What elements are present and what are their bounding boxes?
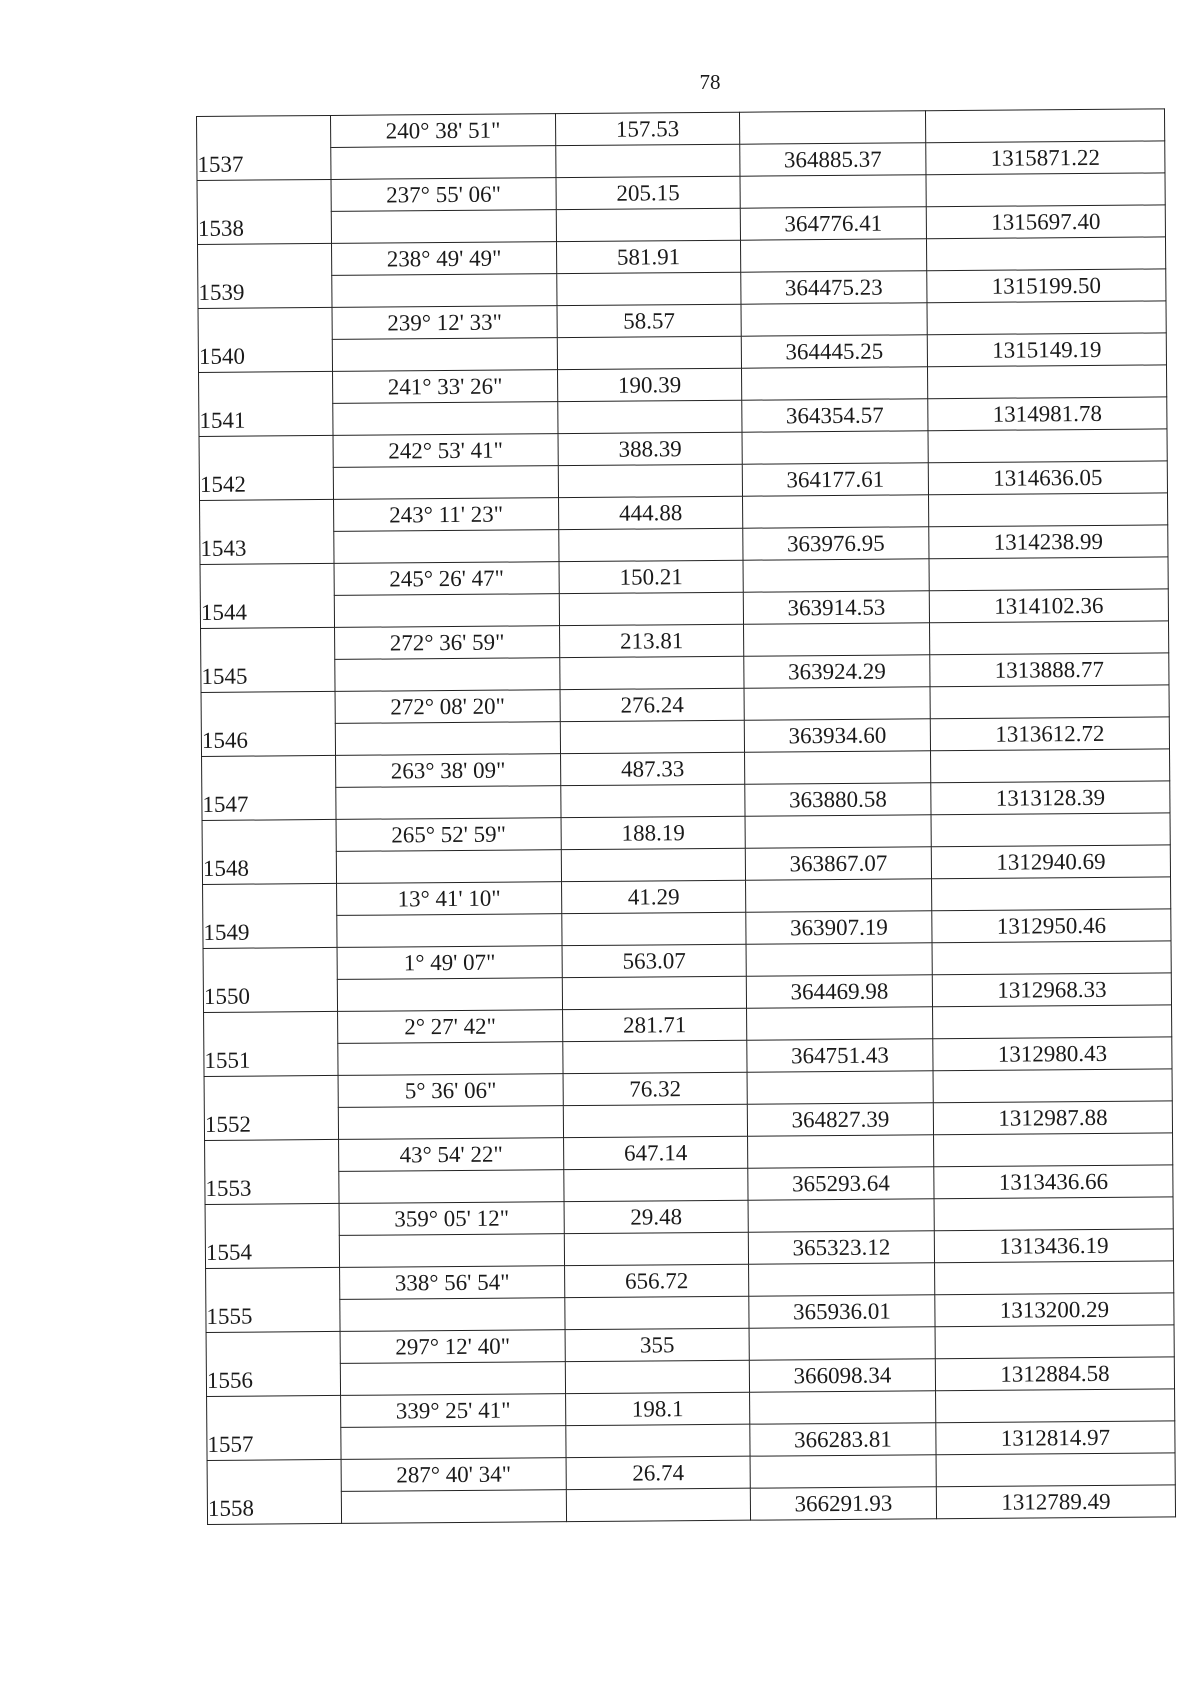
blank-cell: [746, 943, 932, 976]
blank-cell: [338, 1106, 563, 1140]
blank-cell: [338, 1042, 563, 1076]
blank-cell: [929, 557, 1168, 591]
distance-value: 150.21: [559, 560, 743, 593]
blank-cell: [745, 815, 931, 848]
bearing-value: 339° 25' 41": [341, 1394, 566, 1428]
bearing-value: 238° 49' 49": [332, 242, 557, 276]
blank-cell: [743, 495, 929, 528]
bearing-value: 2° 27' 42": [338, 1010, 563, 1044]
blank-cell: [341, 1426, 566, 1460]
blank-cell: [556, 208, 740, 241]
bearing-value: 43° 54' 22": [339, 1138, 564, 1172]
easting-value: 1312980.43: [933, 1037, 1172, 1071]
blank-cell: [565, 1296, 749, 1329]
blank-cell: [333, 466, 558, 500]
blank-cell: [740, 175, 926, 208]
blank-cell: [749, 1263, 935, 1296]
blank-cell: [336, 850, 561, 884]
blank-cell: [334, 530, 559, 564]
station-id: 1550: [203, 947, 337, 1012]
blank-cell: [925, 109, 1164, 143]
bearing-value: 338° 56' 54": [340, 1266, 565, 1300]
blank-cell: [933, 1069, 1172, 1103]
blank-cell: [332, 274, 557, 308]
bearing-value: 239° 12' 33": [332, 306, 557, 340]
bearing-value: 5° 36' 06": [338, 1074, 563, 1108]
distance-value: 355: [565, 1328, 749, 1361]
easting-value: 1312814.97: [936, 1421, 1175, 1455]
station-id: 1557: [207, 1395, 341, 1460]
blank-cell: [331, 210, 556, 244]
blank-cell: [933, 1005, 1172, 1039]
station-id: 1545: [201, 627, 335, 692]
easting-value: 1314238.99: [929, 525, 1168, 559]
station-id: 1554: [205, 1203, 339, 1268]
blank-cell: [557, 272, 741, 305]
northing-value: 363934.60: [744, 719, 930, 752]
bearing-value: 265° 52' 59": [336, 818, 561, 852]
easting-value: 1312950.46: [932, 909, 1171, 943]
blank-cell: [339, 1170, 564, 1204]
bearing-value: 297° 12' 40": [340, 1330, 565, 1364]
blank-cell: [558, 400, 742, 433]
blank-cell: [936, 1453, 1175, 1487]
station-id: 1538: [197, 179, 331, 244]
blank-cell: [335, 722, 560, 756]
page-number: 78: [699, 70, 721, 94]
distance-value: 487.33: [561, 752, 745, 785]
bearing-value: 263° 38' 09": [336, 754, 561, 788]
blank-cell: [559, 592, 743, 625]
blank-cell: [566, 1488, 750, 1521]
easting-value: 1315199.50: [927, 269, 1166, 303]
survey-table-body: [197, 109, 1176, 1525]
distance-value: 647.14: [564, 1136, 748, 1169]
blank-cell: [746, 879, 932, 912]
blank-cell: [566, 1424, 750, 1457]
northing-value: 363976.95: [743, 527, 929, 560]
blank-cell: [560, 720, 744, 753]
blank-cell: [340, 1298, 565, 1332]
station-id: 1553: [205, 1139, 339, 1204]
distance-value: 388.39: [558, 432, 742, 465]
northing-value: 363880.58: [745, 783, 931, 816]
easting-value: 1313200.29: [935, 1293, 1174, 1327]
distance-value: 41.29: [562, 880, 746, 913]
blank-cell: [930, 685, 1169, 719]
station-id: 1556: [206, 1331, 340, 1396]
station-id: 1548: [202, 819, 336, 884]
blank-cell: [741, 367, 927, 400]
northing-value: 365293.64: [748, 1167, 934, 1200]
blank-cell: [561, 784, 745, 817]
blank-cell: [561, 848, 745, 881]
station-row: [207, 1485, 1175, 1525]
northing-value: 366291.93: [750, 1487, 936, 1520]
station-id: 1542: [199, 435, 333, 500]
distance-value: 190.39: [558, 368, 742, 401]
blank-cell: [748, 1135, 934, 1168]
survey-coordinates-table: [196, 108, 1176, 1525]
northing-value: 364475.23: [741, 271, 927, 304]
blank-cell: [927, 365, 1166, 399]
bearing-value: 245° 26' 47": [334, 562, 559, 596]
blank-cell: [750, 1391, 936, 1424]
bearing-value: 241° 33' 26": [333, 370, 558, 404]
easting-value: 1312940.69: [931, 845, 1170, 879]
blank-cell: [747, 1071, 933, 1104]
blank-cell: [562, 976, 746, 1009]
bearing-value: 242° 53' 41": [333, 434, 558, 468]
blank-cell: [935, 1325, 1174, 1359]
blank-cell: [331, 146, 556, 180]
blank-cell: [556, 144, 740, 177]
distance-value: 276.24: [560, 688, 744, 721]
northing-value: 364776.41: [740, 207, 926, 240]
blank-cell: [341, 1490, 566, 1524]
easting-value: 1314636.05: [928, 461, 1167, 495]
northing-value: 363867.07: [745, 847, 931, 880]
blank-cell: [336, 786, 561, 820]
distance-value: 157.53: [555, 112, 739, 145]
northing-value: 364469.98: [746, 975, 932, 1008]
blank-cell: [926, 237, 1165, 271]
blank-cell: [932, 877, 1171, 911]
station-id: 1539: [198, 243, 332, 308]
station-id: 1555: [206, 1267, 340, 1332]
blank-cell: [559, 528, 743, 561]
easting-value: 1312987.88: [933, 1101, 1172, 1135]
survey-table-container: [196, 108, 1175, 1525]
station-id: 1549: [203, 883, 337, 948]
blank-cell: [339, 1234, 564, 1268]
station-id: 1551: [204, 1011, 338, 1076]
blank-cell: [562, 912, 746, 945]
blank-cell: [928, 429, 1167, 463]
blank-cell: [740, 239, 926, 272]
blank-cell: [931, 749, 1170, 783]
northing-value: 364885.37: [740, 143, 926, 176]
blank-cell: [333, 402, 558, 436]
distance-value: 656.72: [565, 1264, 749, 1297]
bearing-value: 287° 40' 34": [341, 1458, 566, 1492]
blank-cell: [927, 301, 1166, 335]
station-id: 1537: [197, 115, 331, 180]
blank-cell: [750, 1455, 936, 1488]
blank-cell: [335, 658, 560, 692]
bearing-value: 1° 49' 07": [337, 946, 562, 980]
station-id: 1547: [202, 755, 336, 820]
bearing-value: 272° 08' 20": [335, 690, 560, 724]
distance-value: 76.32: [563, 1072, 747, 1105]
easting-value: 1314981.78: [928, 397, 1167, 431]
distance-value: 26.74: [566, 1456, 750, 1489]
blank-cell: [744, 623, 930, 656]
blank-cell: [334, 594, 559, 628]
bearing-value: 13° 41' 10": [337, 882, 562, 916]
northing-value: 364827.39: [747, 1103, 933, 1136]
easting-value: 1314102.36: [929, 589, 1168, 623]
blank-cell: [739, 111, 925, 144]
easting-value: 1313128.39: [931, 781, 1170, 815]
blank-cell: [340, 1362, 565, 1396]
northing-value: 366283.81: [750, 1423, 936, 1456]
distance-value: 563.07: [562, 944, 746, 977]
blank-cell: [934, 1197, 1173, 1231]
blank-cell: [930, 621, 1169, 655]
blank-cell: [557, 336, 741, 369]
blank-cell: [741, 303, 927, 336]
northing-value: 363914.53: [743, 591, 929, 624]
blank-cell: [742, 431, 928, 464]
blank-cell: [747, 1007, 933, 1040]
blank-cell: [935, 1261, 1174, 1295]
distance-value: 581.91: [556, 240, 740, 273]
easting-value: 1315697.40: [926, 205, 1165, 239]
distance-value: 29.48: [564, 1200, 748, 1233]
blank-cell: [563, 1104, 747, 1137]
easting-value: 1312884.58: [935, 1357, 1174, 1391]
easting-value: 1312968.33: [932, 973, 1171, 1007]
blank-cell: [745, 751, 931, 784]
northing-value: 364445.25: [741, 335, 927, 368]
station-id: 1541: [199, 371, 333, 436]
blank-cell: [928, 493, 1167, 527]
easting-value: 1315871.22: [926, 141, 1165, 175]
blank-cell: [932, 941, 1171, 975]
blank-cell: [931, 813, 1170, 847]
blank-cell: [744, 687, 930, 720]
distance-value: 281.71: [563, 1008, 747, 1041]
blank-cell: [748, 1199, 934, 1232]
easting-value: 1313436.19: [934, 1229, 1173, 1263]
blank-cell: [337, 978, 562, 1012]
easting-value: 1313612.72: [930, 717, 1169, 751]
bearing-value: 240° 38' 51": [330, 114, 555, 148]
blank-cell: [564, 1232, 748, 1265]
blank-cell: [936, 1389, 1175, 1423]
blank-cell: [743, 559, 929, 592]
bearing-value: 272° 36' 59": [335, 626, 560, 660]
distance-value: 58.57: [557, 304, 741, 337]
station-id: 1543: [200, 499, 334, 564]
distance-value: 205.15: [556, 176, 740, 209]
northing-value: 364354.57: [742, 399, 928, 432]
northing-value: 364751.43: [747, 1039, 933, 1072]
easting-value: 1313436.66: [934, 1165, 1173, 1199]
bearing-value: 237° 55' 06": [331, 178, 556, 212]
bearing-value: 359° 05' 12": [339, 1202, 564, 1236]
bearing-value: 243° 11' 23": [334, 498, 559, 532]
blank-cell: [560, 656, 744, 689]
blank-cell: [564, 1168, 748, 1201]
northing-value: 365936.01: [749, 1295, 935, 1328]
station-id: 1552: [204, 1075, 338, 1140]
blank-cell: [337, 914, 562, 948]
station-id: 1544: [200, 563, 334, 628]
blank-cell: [749, 1327, 935, 1360]
northing-value: 365323.12: [748, 1231, 934, 1264]
northing-value: 363924.29: [744, 655, 930, 688]
blank-cell: [565, 1360, 749, 1393]
blank-cell: [332, 338, 557, 372]
blank-cell: [926, 173, 1165, 207]
northing-value: 364177.61: [742, 463, 928, 496]
easting-value: 1312789.49: [936, 1485, 1175, 1519]
blank-cell: [563, 1040, 747, 1073]
northing-value: 363907.19: [746, 911, 932, 944]
easting-value: 1315149.19: [927, 333, 1166, 367]
station-id: 1540: [198, 307, 332, 372]
station-id: 1558: [207, 1459, 341, 1524]
distance-value: 188.19: [561, 816, 745, 849]
distance-value: 444.88: [559, 496, 743, 529]
easting-value: 1313888.77: [930, 653, 1169, 687]
blank-cell: [558, 464, 742, 497]
blank-cell: [934, 1133, 1173, 1167]
distance-value: 213.81: [560, 624, 744, 657]
northing-value: 366098.34: [749, 1359, 935, 1392]
distance-value: 198.1: [566, 1392, 750, 1425]
station-id: 1546: [201, 691, 335, 756]
